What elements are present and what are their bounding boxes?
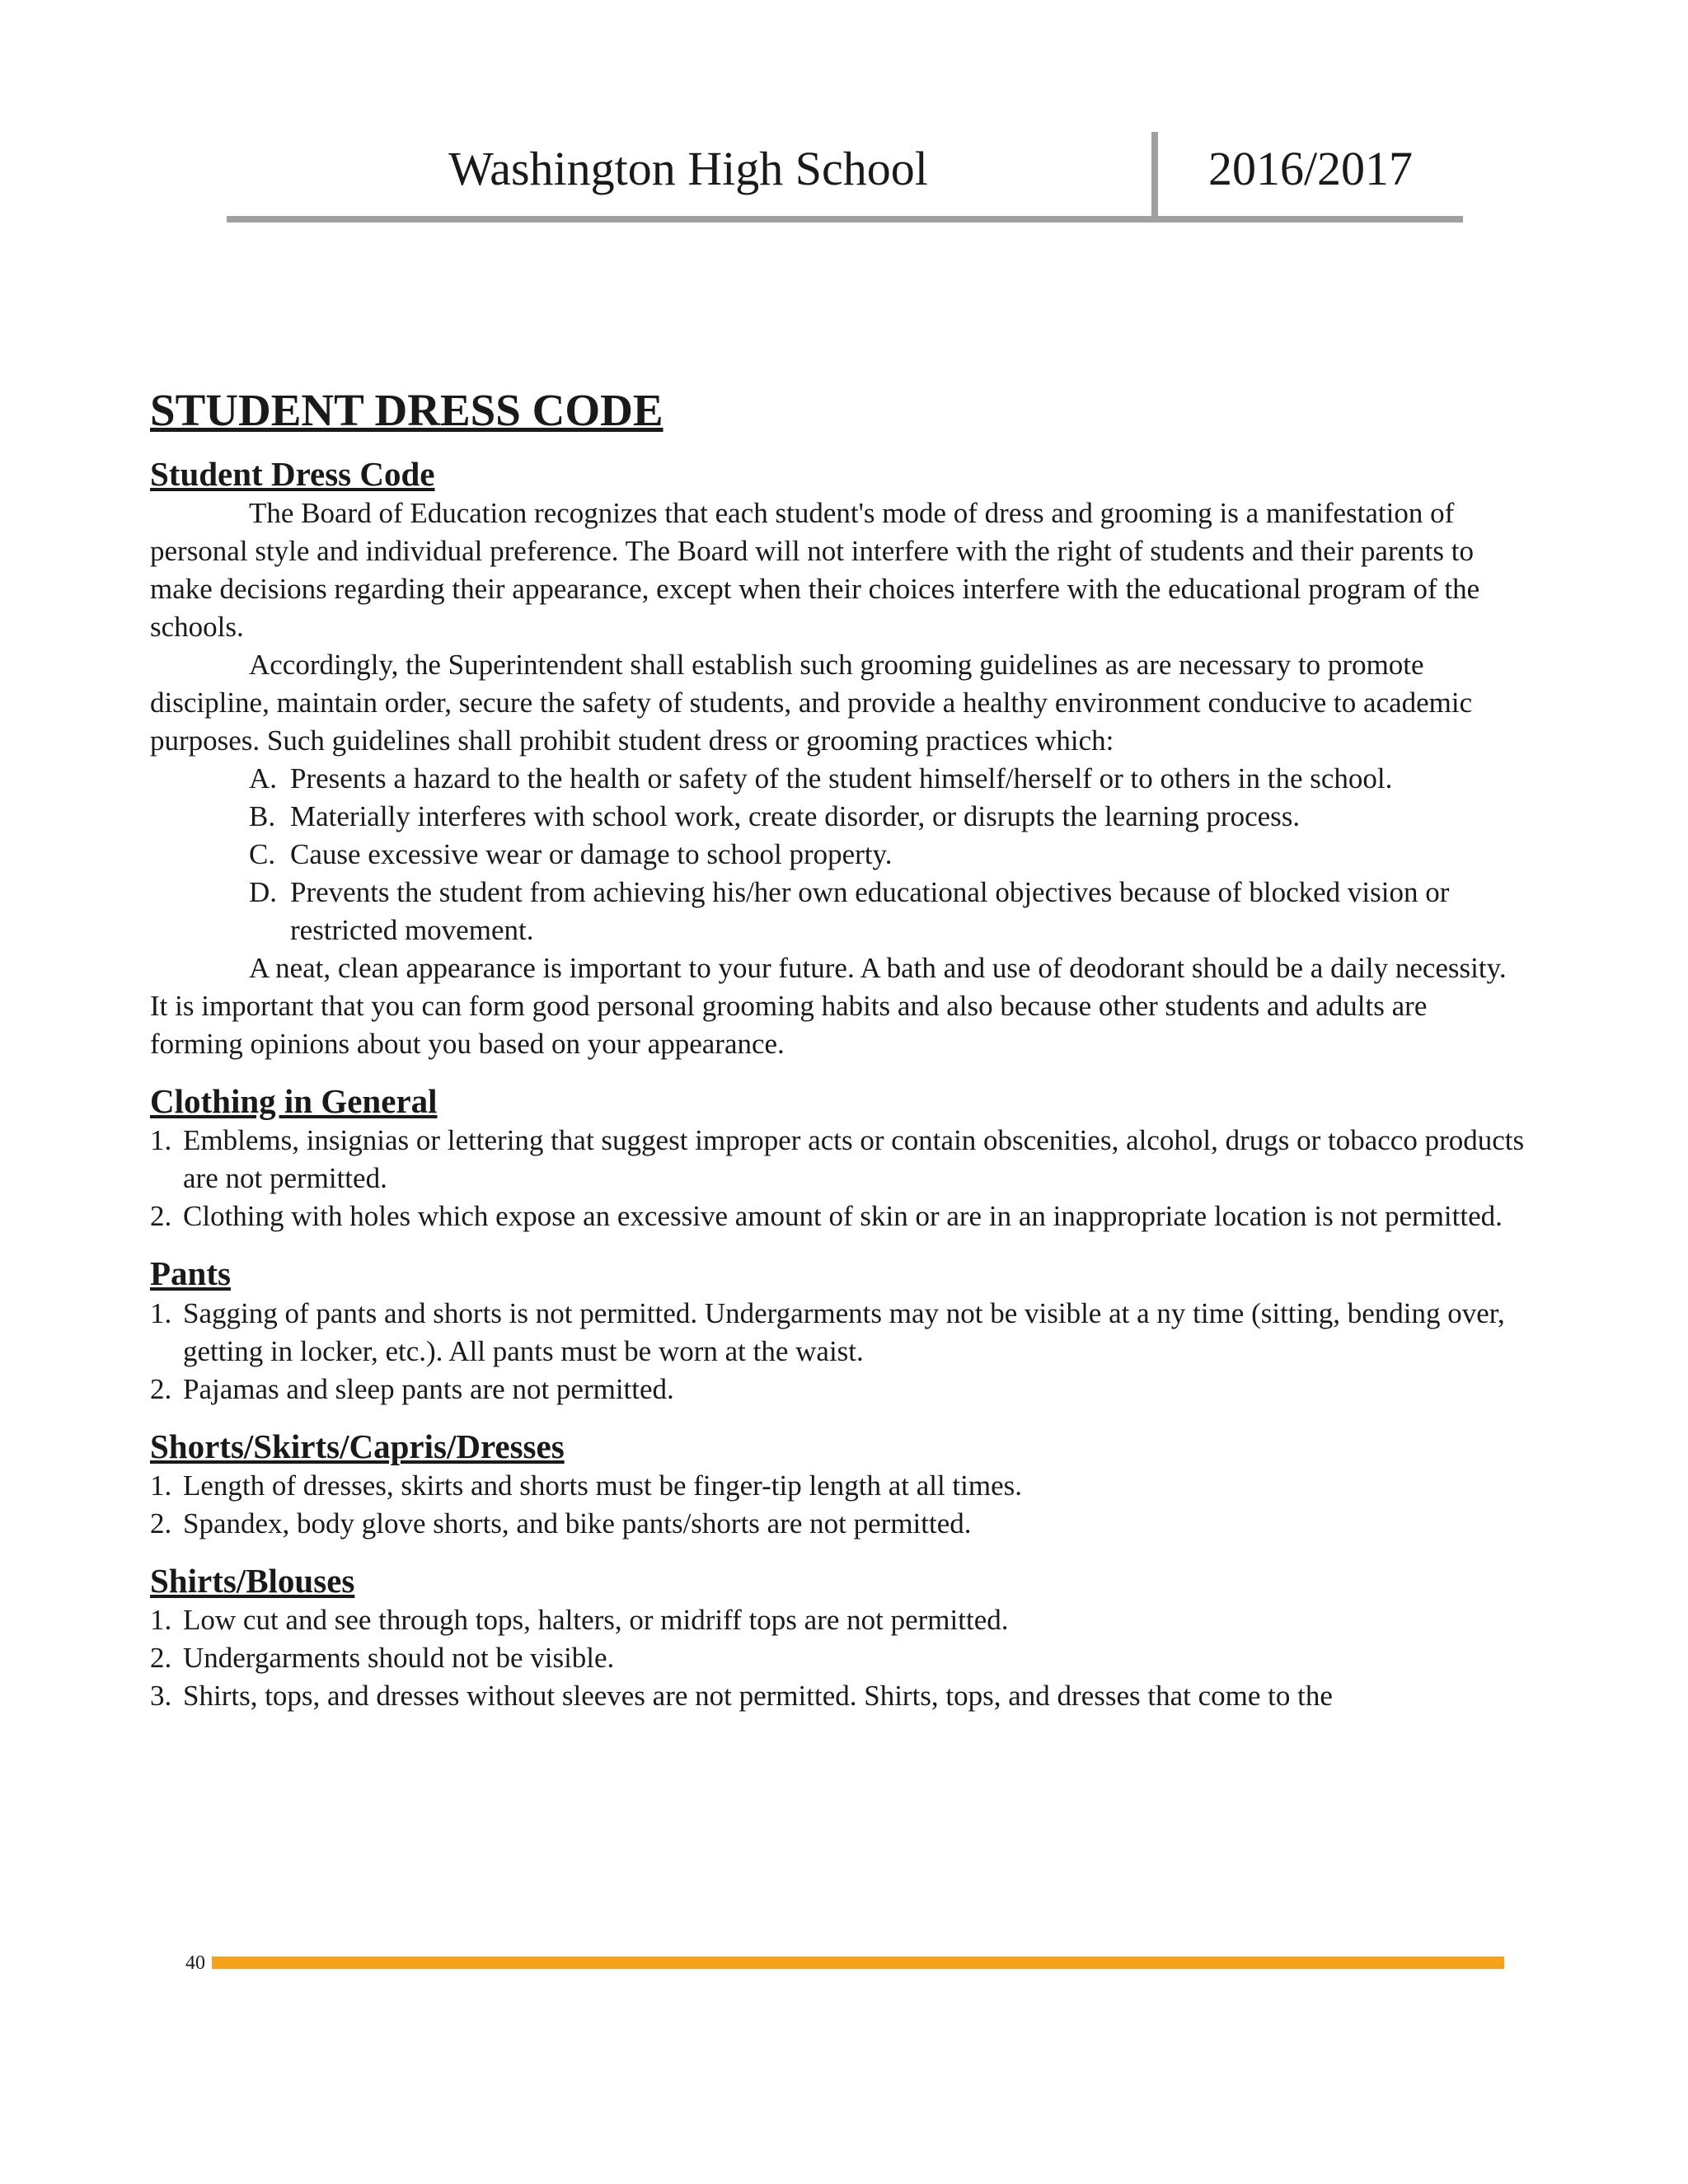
list-item bbox=[249, 874, 1526, 949]
page-footer bbox=[185, 1951, 1504, 1975]
list-item-text: Emblems, insignias or lettering that suggest improper acts or contain obscenities, alcohol, drugs or tobacco products are not permitted. bbox=[183, 1124, 1525, 1195]
school-name: Washington High School bbox=[448, 142, 928, 195]
list-item-label: A. bbox=[249, 762, 278, 795]
list-item-label: 2. bbox=[150, 1507, 172, 1540]
section-student-dress-code bbox=[150, 454, 1526, 1063]
list-item-label: 2. bbox=[150, 1200, 172, 1233]
section-heading-student-dress-code: Student Dress Code bbox=[150, 455, 435, 493]
list-item-label: 1. bbox=[150, 1469, 172, 1502]
section-gap bbox=[150, 1408, 1526, 1427]
list-item-label: 1. bbox=[150, 1296, 172, 1329]
section-gap bbox=[150, 1063, 1526, 1081]
section-clothing-in-general bbox=[150, 1081, 1526, 1235]
header-rule bbox=[227, 216, 1463, 223]
section-shorts-skirts bbox=[150, 1427, 1526, 1543]
header-divider bbox=[1151, 132, 1158, 218]
list-item bbox=[249, 760, 1526, 798]
list-item bbox=[249, 836, 1526, 874]
section-heading-shirts: Shirts/Blouses bbox=[150, 1561, 355, 1600]
section-heading-pants: Pants bbox=[150, 1254, 231, 1293]
list-item-text: Low cut and see through tops, halters, or midriff tops are not permitted. bbox=[183, 1603, 1009, 1636]
section-gap bbox=[150, 1543, 1526, 1561]
numbered-list bbox=[150, 1295, 1526, 1408]
school-year: 2016/2017 bbox=[1207, 142, 1414, 195]
list-item bbox=[150, 1467, 1526, 1505]
page-content bbox=[150, 383, 1526, 1715]
list-item bbox=[150, 1677, 1526, 1715]
footer-bar bbox=[212, 1957, 1504, 1969]
list-item bbox=[150, 1505, 1526, 1543]
list-item-label: 2. bbox=[150, 1641, 172, 1674]
list-item-label: 3. bbox=[150, 1679, 172, 1712]
list-item-label: D. bbox=[249, 876, 278, 909]
paragraph: The Board of Education recognizes that each student's mode of dress and grooming is a manifestation of personal style and individual preference. The Board will not interfere with the right of students and their parents to make decisions regarding their appearance, except when their choices interfere with the educational program of the schools. bbox=[150, 497, 1480, 644]
list-item bbox=[150, 1601, 1526, 1639]
lettered-list bbox=[150, 760, 1526, 949]
section-shirts-blouses bbox=[150, 1561, 1526, 1715]
numbered-list bbox=[150, 1122, 1526, 1235]
paragraph: A neat, clean appearance is important to your future. A bath and use of deodorant should be a daily necessity. It is important that you can form good personal grooming habits and also because other students and adults are forming opinions about you based on your appearance. bbox=[150, 952, 1507, 1061]
list-item-label: 1. bbox=[150, 1124, 172, 1157]
list-item bbox=[150, 1122, 1526, 1197]
list-item bbox=[150, 1197, 1526, 1235]
list-item-text: Spandex, body glove shorts, and bike pants/shorts are not permitted. bbox=[183, 1507, 972, 1540]
list-item-label: C. bbox=[249, 838, 276, 871]
section-gap bbox=[150, 1235, 1526, 1254]
list-item-text: Shirts, tops, and dresses without sleeves are not permitted. Shirts, tops, and dresses that come to the bbox=[183, 1679, 1333, 1712]
list-item-text: Undergarments should not be visible. bbox=[183, 1641, 615, 1674]
page-title: STUDENT DRESS CODE bbox=[150, 385, 663, 435]
paragraph: Accordingly, the Superintendent shall establish such grooming guidelines as are necessary to promote discipline, maintain order, secure the safety of students, and provide a healthy environment conducive to academic purposes. Such guidelines shall prohibit student dress or grooming practices which: bbox=[150, 649, 1473, 757]
section-heading-shorts: Shorts/Skirts/Capris/Dresses bbox=[150, 1427, 565, 1465]
numbered-list bbox=[150, 1467, 1526, 1543]
list-item-label: 1. bbox=[150, 1603, 172, 1636]
list-item bbox=[150, 1639, 1526, 1677]
list-item bbox=[150, 1295, 1526, 1371]
list-item-text: Length of dresses, skirts and shorts must be finger-tip length at all times. bbox=[183, 1469, 1023, 1502]
list-item-text: Materially interferes with school work, create disorder, or disrupts the learning process. bbox=[290, 800, 1301, 833]
list-item-label: 2. bbox=[150, 1372, 172, 1405]
section-heading-clothing: Clothing in General bbox=[150, 1082, 438, 1121]
section-pants bbox=[150, 1254, 1526, 1408]
list-item-label: B. bbox=[249, 800, 276, 833]
list-item-text: Sagging of pants and shorts is not permitted. Undergarments may not be visible at a ny time (sitting, bending over, getting in locker, etc.). All pants must be worn at the waist. bbox=[183, 1296, 1505, 1367]
page-number: 40 bbox=[185, 1952, 205, 1974]
list-item bbox=[249, 798, 1526, 836]
numbered-list bbox=[150, 1601, 1526, 1715]
list-item-text: Prevents the student from achieving his/her own educational objectives because of blocked vision or restricted movement. bbox=[290, 876, 1450, 947]
list-item-text: Cause excessive wear or damage to school property. bbox=[290, 838, 893, 871]
list-item-text: Pajamas and sleep pants are not permitted. bbox=[183, 1372, 674, 1405]
list-item bbox=[150, 1371, 1526, 1408]
page-header bbox=[227, 132, 1463, 221]
list-item-text: Clothing with holes which expose an excessive amount of skin or are in an inappropriate location is not permitted. bbox=[183, 1200, 1503, 1233]
list-item-text: Presents a hazard to the health or safety of the student himself/herself or to others in the school. bbox=[290, 762, 1393, 795]
